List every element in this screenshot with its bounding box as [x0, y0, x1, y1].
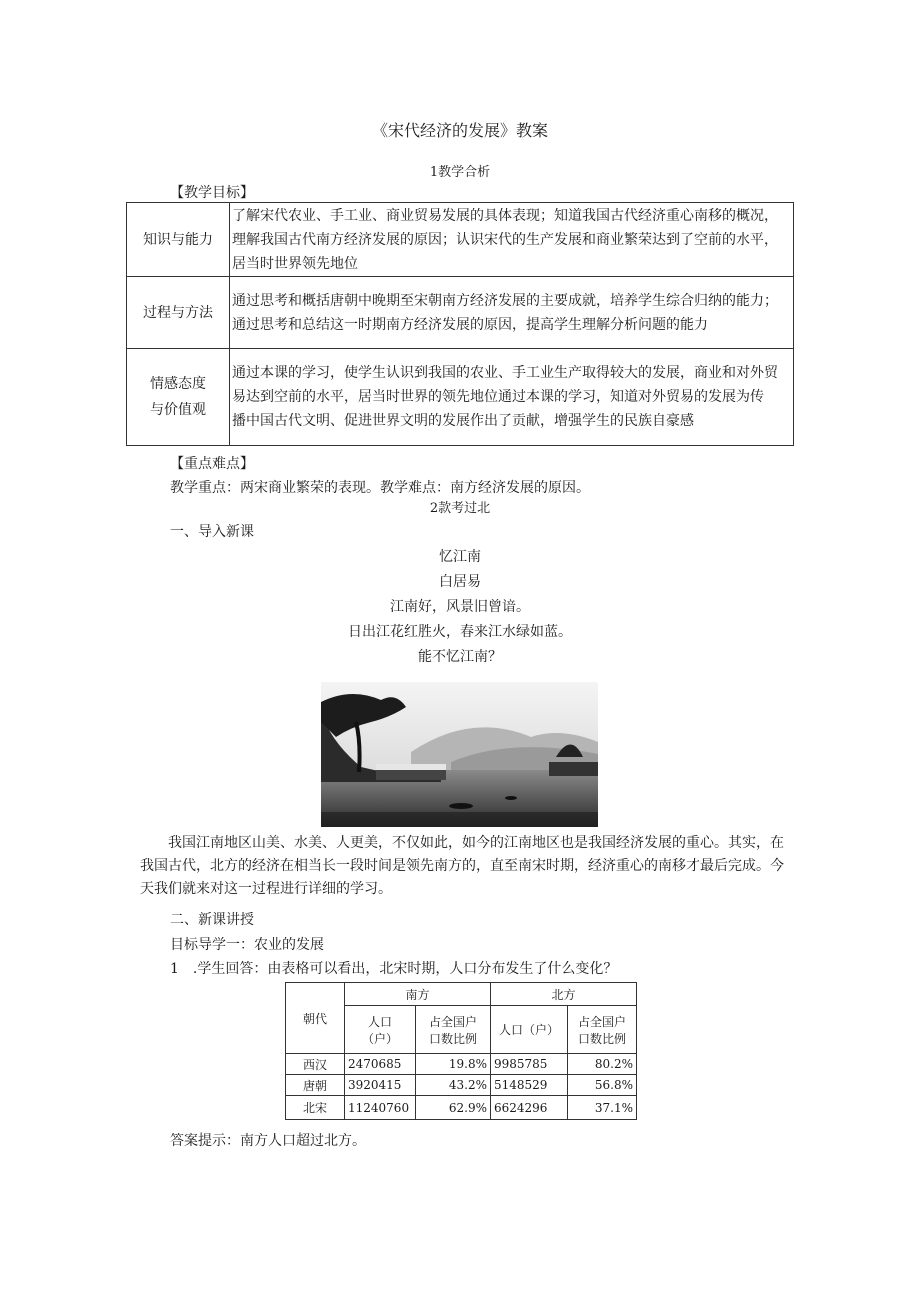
header-line: 人口	[367, 1014, 392, 1029]
cell-south-pop: 11240760	[345, 1096, 416, 1120]
ink-landscape-painting	[321, 682, 598, 827]
section-heading-2: 2款考过北	[429, 501, 491, 516]
goal-key-line: 情感态度	[150, 376, 206, 392]
target-heading: 目标导学一：农业的发展	[170, 937, 324, 953]
cell-north-ratio: 37.1%	[568, 1096, 637, 1120]
goal-row	[127, 349, 794, 446]
cell-south-ratio: 19.8%	[416, 1054, 491, 1075]
part-heading-intro: 一、导入新课	[170, 524, 254, 540]
cell-dynasty: 西汉	[286, 1054, 345, 1075]
goal-key	[127, 349, 230, 446]
goals-label: 【教学目标】	[170, 185, 254, 201]
poem-author: 白居易	[439, 574, 481, 590]
header-line: 占全国户	[577, 1014, 626, 1029]
key-points-label: 【重点难点】	[170, 456, 254, 472]
header-line: 口数比例	[428, 1031, 477, 1046]
header-dynasty: 朝代	[286, 983, 345, 1054]
goal-row	[127, 277, 794, 349]
header-north-ratio	[568, 1006, 637, 1054]
header-line: （户）	[361, 1031, 398, 1046]
poem-title: 忆江南	[439, 549, 481, 565]
goal-line: 通过思考和总结这一时期南方经济发展的原因，提高学生理解分析问题的能力	[232, 316, 708, 333]
cell-north-ratio: 80.2%	[568, 1054, 637, 1075]
key-points-text: 教学重点：两宋商业繁荣的表现。教学难点：南方经济发展的原因。	[170, 480, 590, 496]
part-heading-lesson: 二、新课讲授	[170, 912, 254, 928]
cell-south-pop: 3920415	[345, 1075, 416, 1096]
goal-key: 知识与能力	[127, 203, 230, 277]
table-row	[286, 1075, 637, 1096]
goal-line: 理解我国古代南方经济发展的原因；认识宋代的生产发展和商业繁荣达到了空前的水平，	[232, 231, 778, 248]
goal-line: 了解宋代农业、手工业、商业贸易发展的具体表现；知道我国古代经济重心南移的概况，	[232, 207, 778, 224]
goal-value	[230, 203, 794, 277]
intro-paragraph: 我国江南地区山美、水美、人更美，不仅如此，如今的江南地区也是我国经济发展的重心。其实，在我国古代，北方的经济在相当长一段时间是领先南方的，直至南宋时期，经济重心的南移才最后完成。今天我们就来对这一过程进行详细的学习。	[140, 835, 784, 897]
cell-south-ratio: 43.2%	[416, 1075, 491, 1096]
cell-north-pop: 5148529	[491, 1075, 568, 1096]
header-north-pop: 人口（户）	[491, 1006, 568, 1054]
header-line: 口数比例	[577, 1031, 626, 1046]
goal-line: 居当时世界领先地位	[232, 255, 358, 272]
cell-south-ratio: 62.9%	[416, 1096, 491, 1120]
header-south-ratio	[416, 1006, 491, 1054]
cell-north-pop: 6624296	[491, 1096, 568, 1120]
goal-line: 通过思考和概括唐朝中晚期至宋朝南方经济发展的主要成就，培养学生综合归纳的能力；	[232, 292, 778, 309]
section-heading-1: 1教学合析	[429, 165, 491, 180]
header-line: 占全国户	[428, 1014, 477, 1029]
population-table	[285, 982, 637, 1120]
document-title: 《宋代经济的发展》教案	[371, 121, 548, 140]
cell-dynasty: 唐朝	[286, 1075, 345, 1096]
answer-hint: 答案提示：南方人口超过北方。	[170, 1133, 366, 1149]
cell-north-ratio: 56.8%	[568, 1075, 637, 1096]
goal-line: 通过本课的学习，使学生认识到我国的农业、手工业生产取得较大的发展，商业和对外贸	[232, 365, 778, 381]
goal-value	[230, 277, 794, 349]
goal-row	[127, 203, 794, 277]
header-south-pop	[345, 1006, 416, 1054]
header-north: 北方	[491, 983, 637, 1006]
poem-line: 日出江花红胜火，春来江水绿如蓝。	[348, 624, 572, 640]
teaching-goals-table	[126, 202, 794, 446]
cell-dynasty: 北宋	[286, 1096, 345, 1120]
poem-line: 能不忆江南？	[418, 649, 502, 665]
cell-south-pop: 2470685	[345, 1054, 416, 1075]
goal-key: 过程与方法	[127, 277, 230, 349]
question-text: 1 .学生回答：由表格可以看出，北宋时期，人口分布发生了什么变化？	[170, 961, 618, 977]
cell-north-pop: 9985785	[491, 1054, 568, 1075]
goal-line: 播中国古代文明、促进世界文明的发展作出了贡献，增强学生的民族自豪感	[232, 413, 694, 429]
header-south: 南方	[345, 983, 491, 1006]
table-row	[286, 1096, 637, 1120]
goal-key-line: 与价值观	[150, 402, 206, 418]
table-row	[286, 1054, 637, 1075]
goal-value	[230, 349, 794, 446]
goal-line: 易达到空前的水平，居当时世界的领先地位通过本课的学习，知道对外贸易的发展为传	[232, 389, 764, 405]
poem-line: 江南好，风景旧曾谙。	[390, 599, 530, 615]
